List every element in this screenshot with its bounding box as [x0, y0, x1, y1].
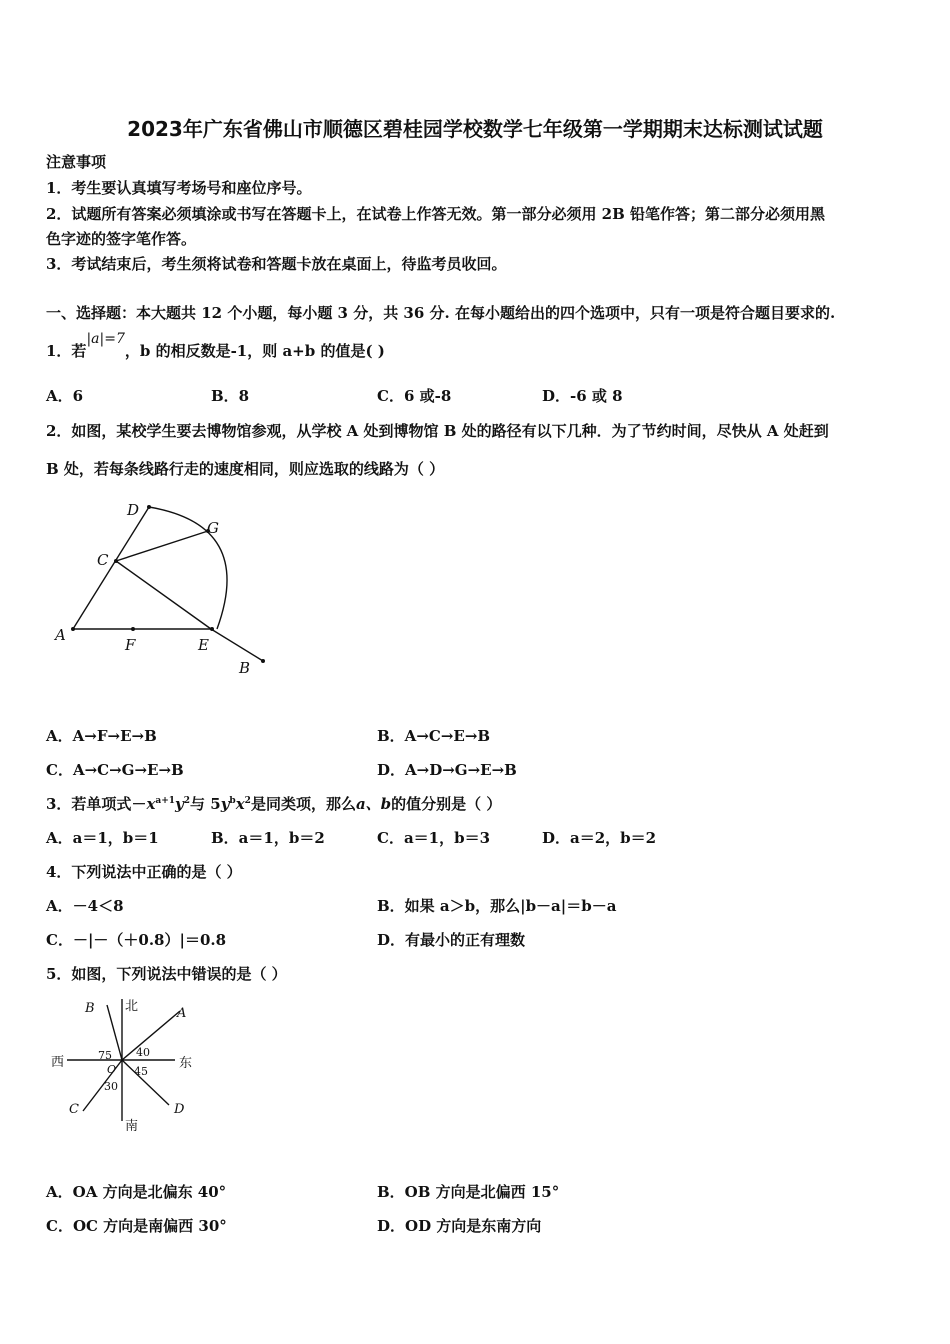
q1-option-c[interactable]: C．6 或-8	[377, 387, 452, 405]
q3-vars: a、b	[355, 795, 392, 813]
q3-var-x2: x	[235, 795, 245, 813]
q5-option-c[interactable]: C．OC 方向是南偏西 30°	[46, 1217, 227, 1235]
q2-label-b: B	[239, 659, 251, 677]
q3-exp-a1: a+1	[155, 796, 176, 806]
q3-var-y2: y	[220, 795, 230, 813]
q4-option-a[interactable]: A．－4＜8	[46, 897, 124, 915]
q5-label-o: O	[107, 1063, 117, 1076]
q2-stem-line1: 2．如图，某校学生要去博物馆参观，从学校 A 处到博物馆 B 处的路径有以下几种．为了节约时间，尽快从 A 处赶到	[46, 422, 829, 440]
q3-option-b[interactable]: B．a＝1，b＝2	[211, 829, 325, 847]
q5-option-a[interactable]: A．OA 方向是北偏东 40°	[46, 1183, 227, 1201]
q1-suffix: ，b 的相反数是-1，则 a+b 的值是( )	[124, 342, 385, 360]
q5-label-45: 45	[134, 1065, 148, 1078]
q5-label-b: B	[85, 1001, 95, 1016]
q2-stem-line2: B 处，若每条线路行走的速度相同，则应选取的线路为（ ）	[46, 460, 445, 478]
q3-prefix: 3．若单项式－	[46, 795, 147, 813]
q5-label-a: A	[177, 1006, 187, 1021]
q3-suffix: 是同类项，那么	[250, 795, 356, 813]
notice-item-2: 2．试题所有答案必须填涂或书写在答题卡上，在试卷上作答无效。第一部分必须用 2B 铅笔作答；第二部分必须用黑	[46, 205, 826, 223]
q5-option-b[interactable]: B．OB 方向是北偏西 15°	[377, 1183, 560, 1201]
q5-direction-figure	[45, 993, 205, 1135]
q5-label-east: 东	[179, 1056, 193, 1071]
q5-label-30: 30	[104, 1080, 118, 1093]
q2-option-c[interactable]: C．A→C→G→E→B	[46, 761, 184, 779]
q3-option-d[interactable]: D．a＝2，b＝2	[542, 829, 657, 847]
q3-var-y: y	[175, 795, 184, 813]
q1-stem	[46, 331, 385, 361]
q5-option-d[interactable]: D．OD 方向是东南方向	[377, 1217, 542, 1235]
q1-option-b[interactable]: B．8	[211, 387, 250, 405]
q5-label-south: 南	[125, 1119, 139, 1134]
q1-option-d[interactable]: D．-6 或 8	[542, 387, 623, 405]
notice-item-2-cont: 色字迹的签字笔作答。	[46, 230, 197, 248]
q2-option-d[interactable]: D．A→D→G→E→B	[377, 761, 517, 779]
q3-var-x: x	[146, 795, 156, 813]
q5-label-c: C	[69, 1102, 79, 1117]
q3-tail: 的值分别是（ ）	[391, 795, 502, 813]
q2-label-c: C	[97, 551, 109, 569]
q5-label-75: 75	[98, 1049, 112, 1062]
q5-label-40: 40	[136, 1046, 150, 1059]
q3-option-c[interactable]: C．a＝1，b＝3	[377, 829, 491, 847]
q2-option-b[interactable]: B．A→C→E→B	[377, 727, 491, 745]
q2-label-e: E	[198, 636, 209, 654]
q4-option-c[interactable]: C．－|－（＋0.8）|＝0.8	[46, 931, 227, 949]
q5-label-north: 北	[125, 999, 139, 1014]
q5-stem: 5．如图，下列说法中错误的是（ ）	[46, 965, 287, 983]
q4-stem: 4．下列说法中正确的是（ ）	[46, 863, 242, 881]
section-1-heading: 一、选择题：本大题共 12 个小题，每小题 3 分，共 36 分. 在每小题给出的四个选项中，只有一项是符合题目要求的.	[46, 304, 836, 322]
q3-exp-2b: 2	[244, 796, 251, 806]
q2-label-d: D	[127, 501, 140, 519]
q1-formula: |a|=7	[86, 331, 125, 347]
q3-exp-b: b	[229, 796, 236, 806]
notice-heading: 注意事项	[46, 153, 107, 171]
q3-exp-2: 2	[183, 796, 191, 806]
q2-route-figure	[45, 495, 285, 690]
q3-option-a[interactable]: A．a＝1，b＝1	[46, 829, 159, 847]
q5-label-d: D	[174, 1102, 185, 1117]
q4-option-b[interactable]: B．如果 a＞b，那么|b－a|＝b－a	[377, 897, 617, 915]
q2-option-a[interactable]: A．A→F→E→B	[46, 727, 157, 745]
q2-label-f: F	[125, 636, 136, 654]
q5-label-west: 西	[51, 1055, 65, 1070]
q4-option-d[interactable]: D．有最小的正有理数	[377, 931, 526, 949]
q1-prefix: 1．若	[46, 342, 87, 360]
q3-mid: 与 5	[190, 795, 221, 813]
q3-stem	[46, 793, 501, 814]
notice-item-1: 1．考生要认真填写考场号和座位序号。	[46, 179, 312, 197]
q1-option-a[interactable]: A．6	[46, 387, 84, 405]
q2-label-a: A	[55, 626, 66, 644]
page-title: 2023年广东省佛山市顺德区碧桂园学校数学七年级第一学期期末达标测试试题	[127, 117, 823, 141]
notice-item-3: 3．考试结束后，考生须将试卷和答题卡放在桌面上，待监考员收回。	[46, 255, 507, 273]
q2-label-g: G	[207, 519, 219, 537]
